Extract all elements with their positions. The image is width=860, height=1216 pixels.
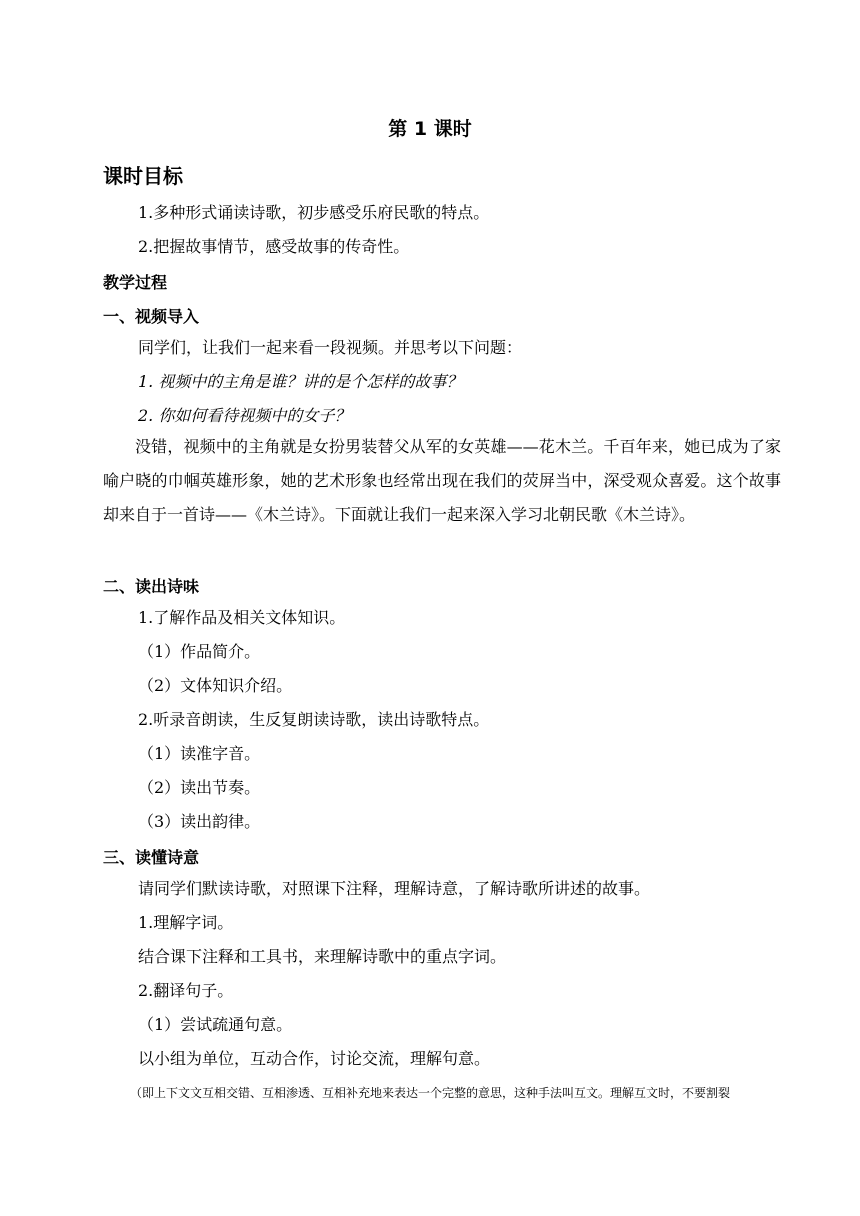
list-item: （2）读出节奏。 [138,778,261,797]
list-item: 以小组为单位，互动合作，讨论交流，理解句意。 [138,1049,491,1068]
section-heading: 二、读出诗味 [103,577,200,596]
page-title: 第 1 课时 [388,118,472,140]
list-item: 1.理解字词。 [138,913,234,932]
section-heading: 三、读懂诗意 [103,848,200,867]
section-intro: 同学们，让我们一起来看一段视频。并思考以下问题： [138,338,523,357]
section-heading: 一、视频导入 [103,307,200,326]
list-item: 结合课下注释和工具书，来理解诗歌中的重点字词。 [138,947,507,966]
list-item: （3）读出韵律。 [138,812,261,831]
intro-paragraph: 没错，视频中的主角就是女扮男装替父从军的女英雄——花木兰。千百年来，她已成为了家喻户晓的巾帼英雄形象，她的艺术形象也经常出现在我们的荧屏当中，深受观众喜爱。这个故事却来自于一首诗——《木兰诗》。下面就让我们一起来深入学习北朝民歌《木兰诗》。 [103,437,781,524]
goal-item: 1.多种形式诵读诗歌，初步感受乐府民歌的特点。 [138,203,490,222]
question-item: 1. 视频中的主角是谁？讲的是个怎样的故事？ [138,372,463,391]
list-item: （1）尝试疏通句意。 [138,1015,293,1034]
list-item: （1）读准字音。 [138,744,261,763]
goal-item: 2.把握故事情节，感受故事的传奇性。 [138,237,410,256]
process-heading: 教学过程 [103,273,168,292]
list-item: 1.了解作品及相关文体知识。 [138,608,346,627]
question-item: 2. 你如何看待视频中的女子？ [138,406,351,425]
list-item: 请同学们默读诗歌，对照课下注释，理解诗意，了解诗歌所讲述的故事。 [138,879,651,898]
list-item: 2.翻译句子。 [138,981,234,1000]
list-item: 2.听录音朗读，生反复朗读诗歌，读出诗歌特点。 [138,710,490,729]
footnote-text: （即上下文文互相交错、互相渗透、互相补充地来表达一个完整的意思，这种手法叫互文。理解互文时，不要割裂 [130,1086,731,1100]
list-item: （1）作品简介。 [138,642,261,661]
goals-heading: 课时目标 [103,164,183,188]
list-item: （2）文体知识介绍。 [138,676,293,695]
